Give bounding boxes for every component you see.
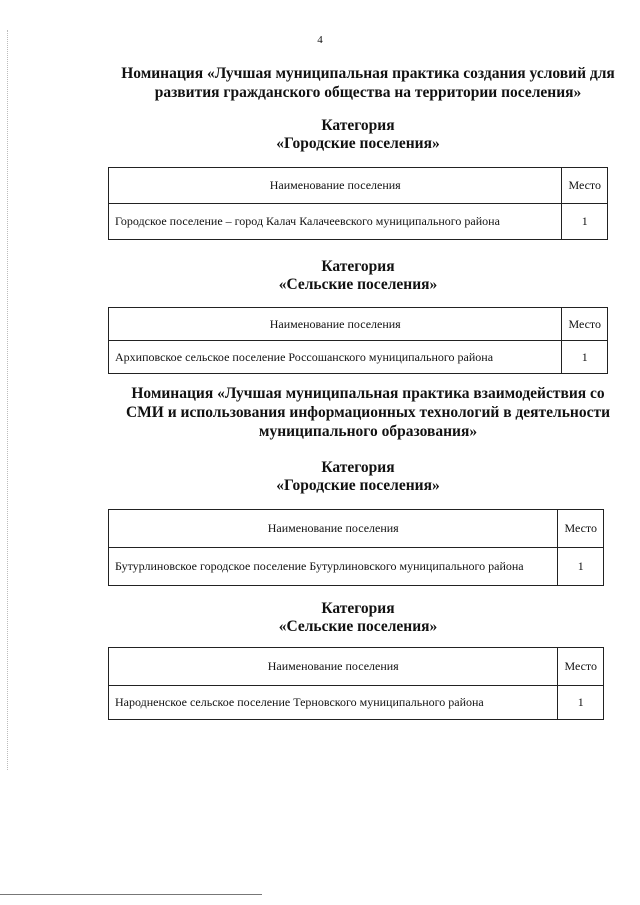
nomination-1-title: Номинация «Лучшая муниципальная практика создания условий для развития гражданского общества на территории поселения» bbox=[121, 65, 615, 101]
place-value: 1 bbox=[562, 204, 608, 240]
category-name: «Городские поселения» bbox=[276, 477, 440, 494]
table-header-row bbox=[109, 510, 604, 548]
table-header-row bbox=[109, 168, 608, 204]
category-name: «Сельские поселения» bbox=[278, 276, 438, 293]
footer-rule bbox=[0, 894, 262, 895]
table-row bbox=[109, 341, 608, 374]
column-header-name: Наименование поселения bbox=[109, 308, 562, 341]
page-number: 4 bbox=[317, 34, 323, 46]
category-label: Категория bbox=[321, 258, 395, 275]
table-row bbox=[109, 548, 604, 586]
place-value: 1 bbox=[562, 341, 608, 374]
table-header-row bbox=[109, 308, 608, 341]
category-name: «Сельские поселения» bbox=[278, 618, 438, 635]
category-1-2-heading bbox=[108, 258, 608, 294]
margin-fold-marks bbox=[7, 30, 8, 770]
table-row bbox=[109, 204, 608, 240]
category-1-1-heading bbox=[108, 117, 608, 153]
category-label: Категория bbox=[321, 117, 395, 134]
nomination-2-title: Номинация «Лучшая муниципальная практика взаимодействия со СМИ и использования информационных технологий в деятельности муниципального образования» bbox=[125, 385, 611, 440]
settlement-name: Городское поселение – город Калач Калачеевского муниципального района bbox=[109, 204, 562, 240]
settlement-name: Бутурлиновское городское поселение Бутурлиновского муниципального района bbox=[109, 548, 558, 586]
results-table-1-1 bbox=[108, 167, 608, 240]
column-header-name: Наименование поселения bbox=[109, 648, 558, 686]
place-value: 1 bbox=[558, 548, 604, 586]
category-name: «Городские поселения» bbox=[276, 135, 440, 152]
settlement-name: Архиповское сельское поселение Россошанского муниципального района bbox=[109, 341, 562, 374]
settlement-name: Народненское сельское поселение Терновского муниципального района bbox=[109, 686, 558, 720]
column-header-name: Наименование поселения bbox=[109, 168, 562, 204]
table-row bbox=[109, 686, 604, 720]
results-table-1-2 bbox=[108, 307, 608, 374]
column-header-place: Место bbox=[558, 510, 604, 548]
column-header-place: Место bbox=[558, 648, 604, 686]
category-label: Категория bbox=[321, 600, 395, 617]
column-header-place: Место bbox=[562, 168, 608, 204]
column-header-name: Наименование поселения bbox=[109, 510, 558, 548]
results-table-2-1 bbox=[108, 509, 604, 586]
column-header-place: Место bbox=[562, 308, 608, 341]
table-header-row bbox=[109, 648, 604, 686]
results-table-2-2 bbox=[108, 647, 604, 720]
category-2-1-heading bbox=[108, 459, 608, 495]
place-value: 1 bbox=[558, 686, 604, 720]
category-label: Категория bbox=[321, 459, 395, 476]
category-2-2-heading bbox=[108, 600, 608, 636]
